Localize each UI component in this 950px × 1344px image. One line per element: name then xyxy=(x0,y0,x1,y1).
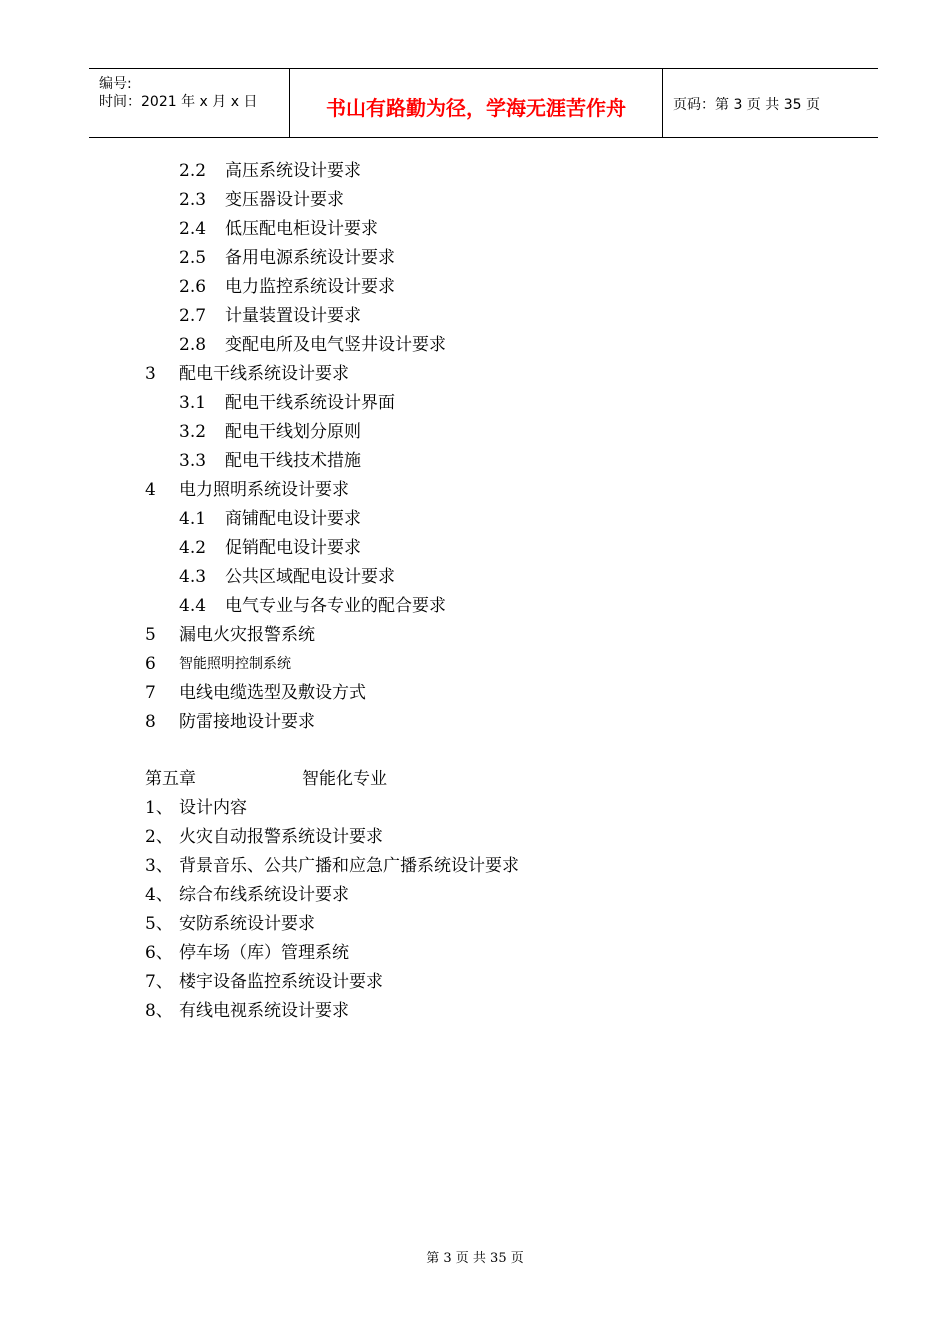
toc-item-text: 电力监控系统设计要求 xyxy=(225,277,395,297)
toc-section-text: 智能照明控制系统 xyxy=(179,656,291,672)
toc-item-text: 配电干线系统设计界面 xyxy=(225,393,395,413)
chapter-item-text: 停车场（库）管理系统 xyxy=(179,943,349,963)
toc-item-text: 商铺配电设计要求 xyxy=(225,509,361,529)
toc-section-number: 7 xyxy=(145,683,156,703)
toc-item-number: 4.3 xyxy=(179,567,207,587)
toc-item-text: 配电干线技术措施 xyxy=(225,451,361,471)
toc-section-number: 6 xyxy=(145,654,156,674)
toc-section-text: 电力照明系统设计要求 xyxy=(179,480,349,500)
toc-item-text: 配电干线划分原则 xyxy=(225,422,361,442)
chapter-title: 智能化专业 xyxy=(302,769,387,789)
toc-item-text: 电气专业与各专业的配合要求 xyxy=(225,596,446,616)
chapter-item-number: 1、 xyxy=(145,798,173,818)
toc-item-number: 3.2 xyxy=(179,422,207,442)
chapter-item-text: 有线电视系统设计要求 xyxy=(179,1001,349,1021)
chapter-item-text: 背景音乐、公共广播和应急广播系统设计要求 xyxy=(179,856,519,876)
page-footer: 第 3 页 共 35 页 xyxy=(426,1251,524,1266)
toc-item-number: 4.1 xyxy=(179,509,207,529)
toc-item-number: 2.8 xyxy=(179,335,207,355)
toc-section-text: 电线电缆选型及敷设方式 xyxy=(179,683,366,703)
toc-section-text: 防雷接地设计要求 xyxy=(179,712,315,732)
header-motto-cell xyxy=(290,69,663,137)
chapter-item-text: 综合布线系统设计要求 xyxy=(179,885,349,905)
toc-section-number: 5 xyxy=(145,625,156,645)
toc-item-text: 计量装置设计要求 xyxy=(225,306,361,326)
toc-item-number: 2.7 xyxy=(179,306,207,326)
toc-item-number: 3.3 xyxy=(179,451,207,471)
toc-item-text: 低压配电柜设计要求 xyxy=(225,219,378,239)
chapter-label: 第五章 xyxy=(145,769,196,789)
toc-item-number: 2.6 xyxy=(179,277,207,297)
toc-item-number: 3.1 xyxy=(179,393,207,413)
header-meta-cell xyxy=(89,69,290,137)
toc-item-text: 公共区域配电设计要求 xyxy=(225,567,395,587)
page-header xyxy=(89,68,878,138)
chapter-item-text: 安防系统设计要求 xyxy=(179,914,315,934)
toc-item-text: 变压器设计要求 xyxy=(225,190,344,210)
toc-item-number: 2.4 xyxy=(179,219,207,239)
document-time-label: 时间：2021 年 x 月 x 日 xyxy=(99,94,258,110)
toc-item-number: 4.4 xyxy=(179,596,207,616)
header-page-number: 页码：第 3 页 共 35 页 xyxy=(673,97,820,113)
toc-section-text: 配电干线系统设计要求 xyxy=(179,364,349,384)
document-number-label: 编号: xyxy=(99,76,132,92)
toc-item-number: 4.2 xyxy=(179,538,207,558)
chapter-item-number: 3、 xyxy=(145,856,173,876)
toc-item-number: 2.2 xyxy=(179,161,207,181)
chapter-item-number: 6、 xyxy=(145,943,173,963)
chapter-item-number: 8、 xyxy=(145,1001,173,1021)
header-motto: 书山有路勤为径，学海无涯苦作舟 xyxy=(326,96,626,120)
toc-section-text: 漏电火灾报警系统 xyxy=(179,625,315,645)
toc-item-number: 2.5 xyxy=(179,248,207,268)
chapter-item-text: 楼宇设备监控系统设计要求 xyxy=(179,972,383,992)
toc-section-number: 8 xyxy=(145,712,156,732)
toc-item-number: 2.3 xyxy=(179,190,207,210)
chapter-item-number: 4、 xyxy=(145,885,173,905)
header-page-cell xyxy=(663,69,878,137)
toc-item-text: 促销配电设计要求 xyxy=(225,538,361,558)
toc-item-text: 高压系统设计要求 xyxy=(225,161,361,181)
toc-section-number: 4 xyxy=(145,480,156,500)
chapter-item-number: 7、 xyxy=(145,972,173,992)
toc-item-text: 备用电源系统设计要求 xyxy=(225,248,395,268)
chapter-item-number: 2、 xyxy=(145,827,173,847)
toc-item-text: 变配电所及电气竖井设计要求 xyxy=(225,335,446,355)
chapter-item-number: 5、 xyxy=(145,914,173,934)
chapter-item-text: 设计内容 xyxy=(179,798,247,818)
toc-section-number: 3 xyxy=(145,364,156,384)
chapter-item-text: 火灾自动报警系统设计要求 xyxy=(179,827,383,847)
